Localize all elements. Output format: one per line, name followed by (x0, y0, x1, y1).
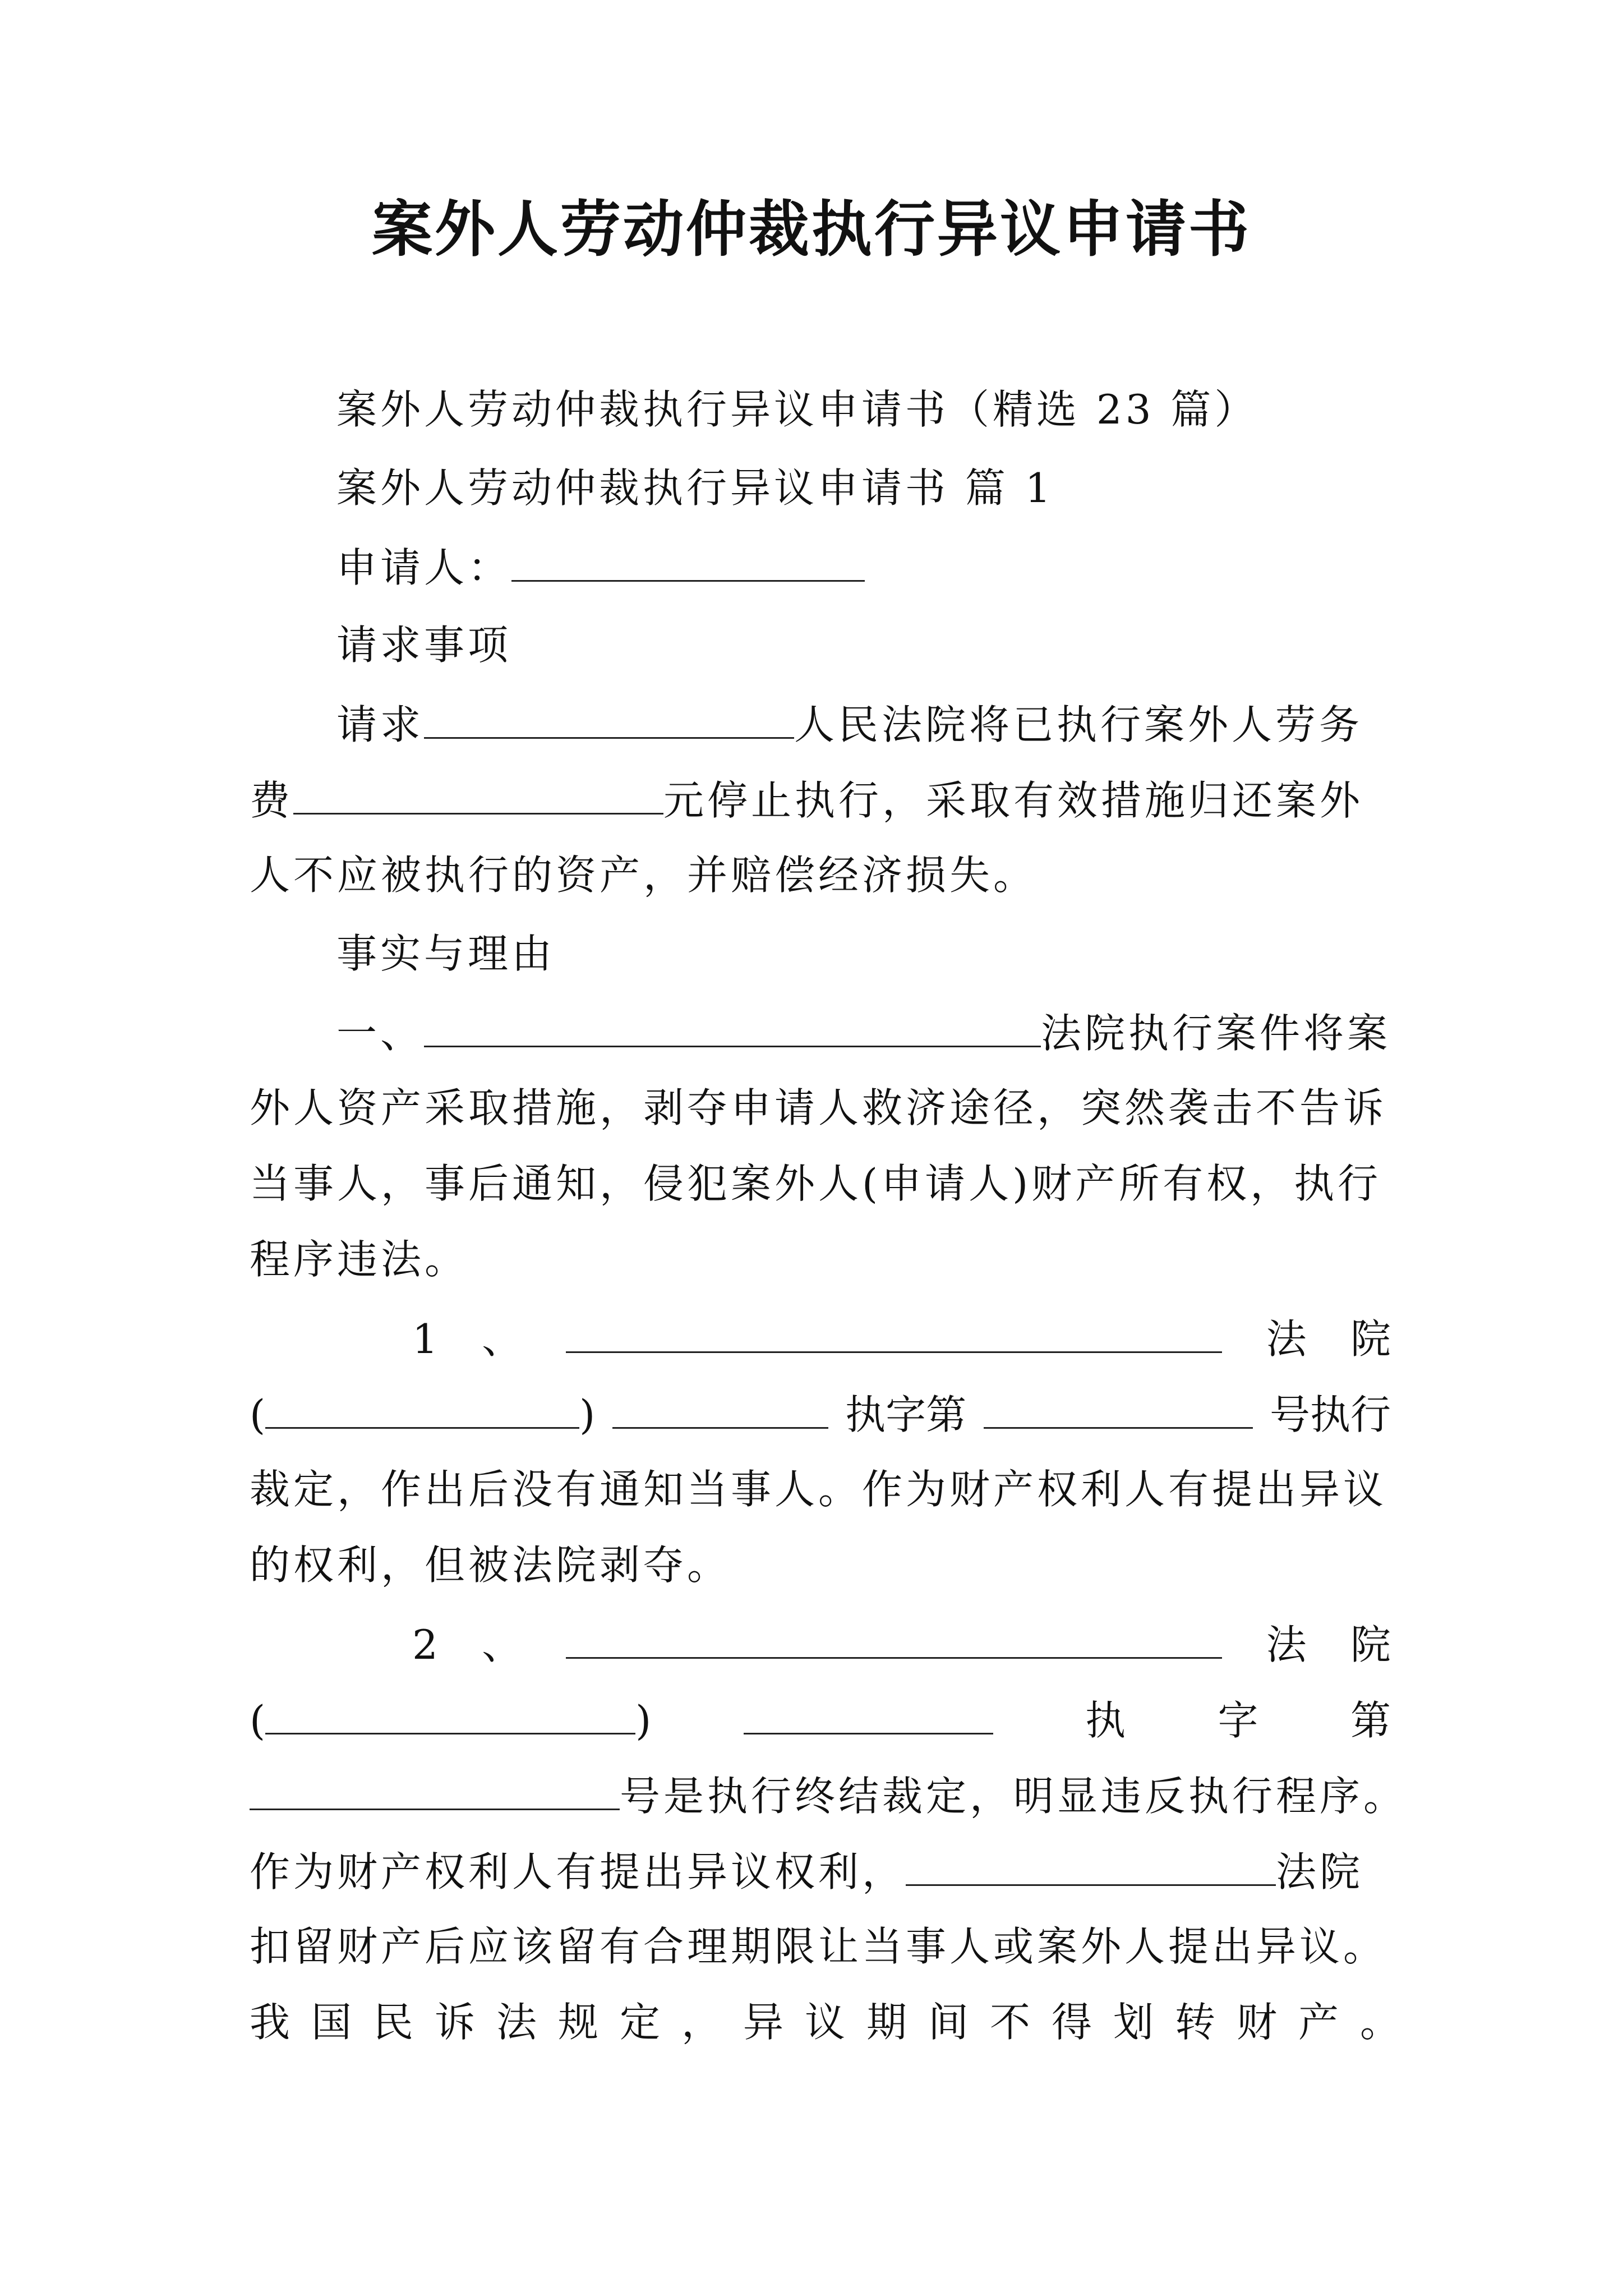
item-2-line-5: 扣留财产后应该留有合理期限让当事人或案外人提出异议。 (250, 1923, 1387, 1970)
item-2-text: 号是执行终结裁定，明显违反执行程序。 (620, 1773, 1408, 1820)
item-2-line-4 (250, 1843, 1391, 1900)
point-one-line-3: 当事人，事后通知，侵犯案外人(申请人)财产所有权，执行 (250, 1160, 1382, 1207)
facts-heading: 事实与理由 (336, 930, 556, 977)
request-line-2 (250, 771, 1391, 829)
item-2-line-3 (250, 1767, 1408, 1824)
year-blank[interactable] (265, 1691, 635, 1734)
item-1-text: 执字第 (845, 1391, 967, 1438)
paren-open: ( (250, 1391, 266, 1438)
point-one-line-2: 外人资产采取措施，剥夺申请人救济途径，突然袭击不告诉 (250, 1084, 1387, 1131)
court-name-blank[interactable] (424, 696, 794, 739)
request-heading: 请求事项 (336, 622, 512, 669)
case-number-blank[interactable] (984, 1386, 1253, 1429)
item-1-court-char: 法 (1266, 1315, 1307, 1363)
request-line-1 (336, 696, 1391, 753)
case-number-blank[interactable] (250, 1767, 620, 1810)
amount-blank[interactable] (293, 771, 663, 815)
item-1-line-3: 裁定，作出后没有通知当事人。作为财产权利人有提出异议 (250, 1466, 1387, 1513)
item-2-court-char: 法 (1266, 1621, 1307, 1668)
item-1-court-char: 院 (1350, 1315, 1391, 1363)
court-blank[interactable] (424, 1004, 1041, 1047)
applicant-blank[interactable] (511, 539, 865, 582)
paren-close: ) (579, 1391, 596, 1438)
item-1-line-4: 的权利，但被法院剥夺。 (250, 1542, 731, 1589)
document-title: 案外人劳动仲裁执行异议申请书 (371, 194, 1251, 265)
section-heading: 案外人劳动仲裁执行异议申请书 篇 1 (336, 464, 1054, 512)
item-1-line-2 (250, 1386, 1391, 1443)
item-2-line-6: 我国民诉法规定，异议期间不得划转财产。 (250, 1999, 1422, 2046)
item-2-text: 作为财产权利人有提出异议权利， (250, 1848, 906, 1895)
point-one-prefix: 一、 (336, 1010, 425, 1057)
item-2-court-blank[interactable] (566, 1616, 1222, 1659)
request-line-3: 人不应被执行的资产，并赔偿经济损失。 (250, 852, 1038, 899)
item-2-text: 第 (1350, 1697, 1391, 1744)
code-blank[interactable] (744, 1691, 993, 1734)
year-blank[interactable] (265, 1386, 579, 1429)
point-one-line-1 (336, 1004, 1391, 1061)
item-2-line-2 (250, 1691, 1391, 1749)
request-text: 费 (250, 777, 294, 824)
item-2-separator: 、 (482, 1621, 523, 1668)
applicant-line (336, 539, 1391, 596)
paren-close: ) (635, 1697, 652, 1744)
item-2-text: 法院 (1276, 1848, 1364, 1895)
request-text: 人民法院将已执行案外人劳务 (794, 701, 1363, 748)
request-text: 请求 (336, 701, 425, 748)
item-2-court-char: 院 (1350, 1621, 1391, 1668)
item-1-court-blank[interactable] (566, 1310, 1222, 1353)
item-2-number: 2 (412, 1621, 438, 1668)
item-2-text: 执 (1085, 1697, 1126, 1744)
item-2-text: 字 (1218, 1697, 1258, 1744)
paren-open: ( (250, 1697, 266, 1744)
code-blank[interactable] (612, 1386, 828, 1429)
point-one-line-4: 程序违法。 (250, 1236, 469, 1283)
request-text: 元停止执行，采取有效措施归还案外 (663, 777, 1364, 824)
point-one-text: 法院执行案件将案 (1041, 1010, 1391, 1057)
court-blank[interactable] (906, 1843, 1276, 1886)
item-2-line-1 (412, 1616, 1391, 1673)
applicant-label: 申请人： (336, 544, 512, 591)
item-1-separator: 、 (482, 1315, 523, 1363)
item-1-line-1 (412, 1310, 1391, 1367)
item-1-text: 号执行 (1269, 1391, 1391, 1438)
document-subtitle: 案外人劳动仲裁执行异议申请书（精选 23 篇） (336, 386, 1258, 433)
item-1-number: 1 (412, 1315, 438, 1363)
